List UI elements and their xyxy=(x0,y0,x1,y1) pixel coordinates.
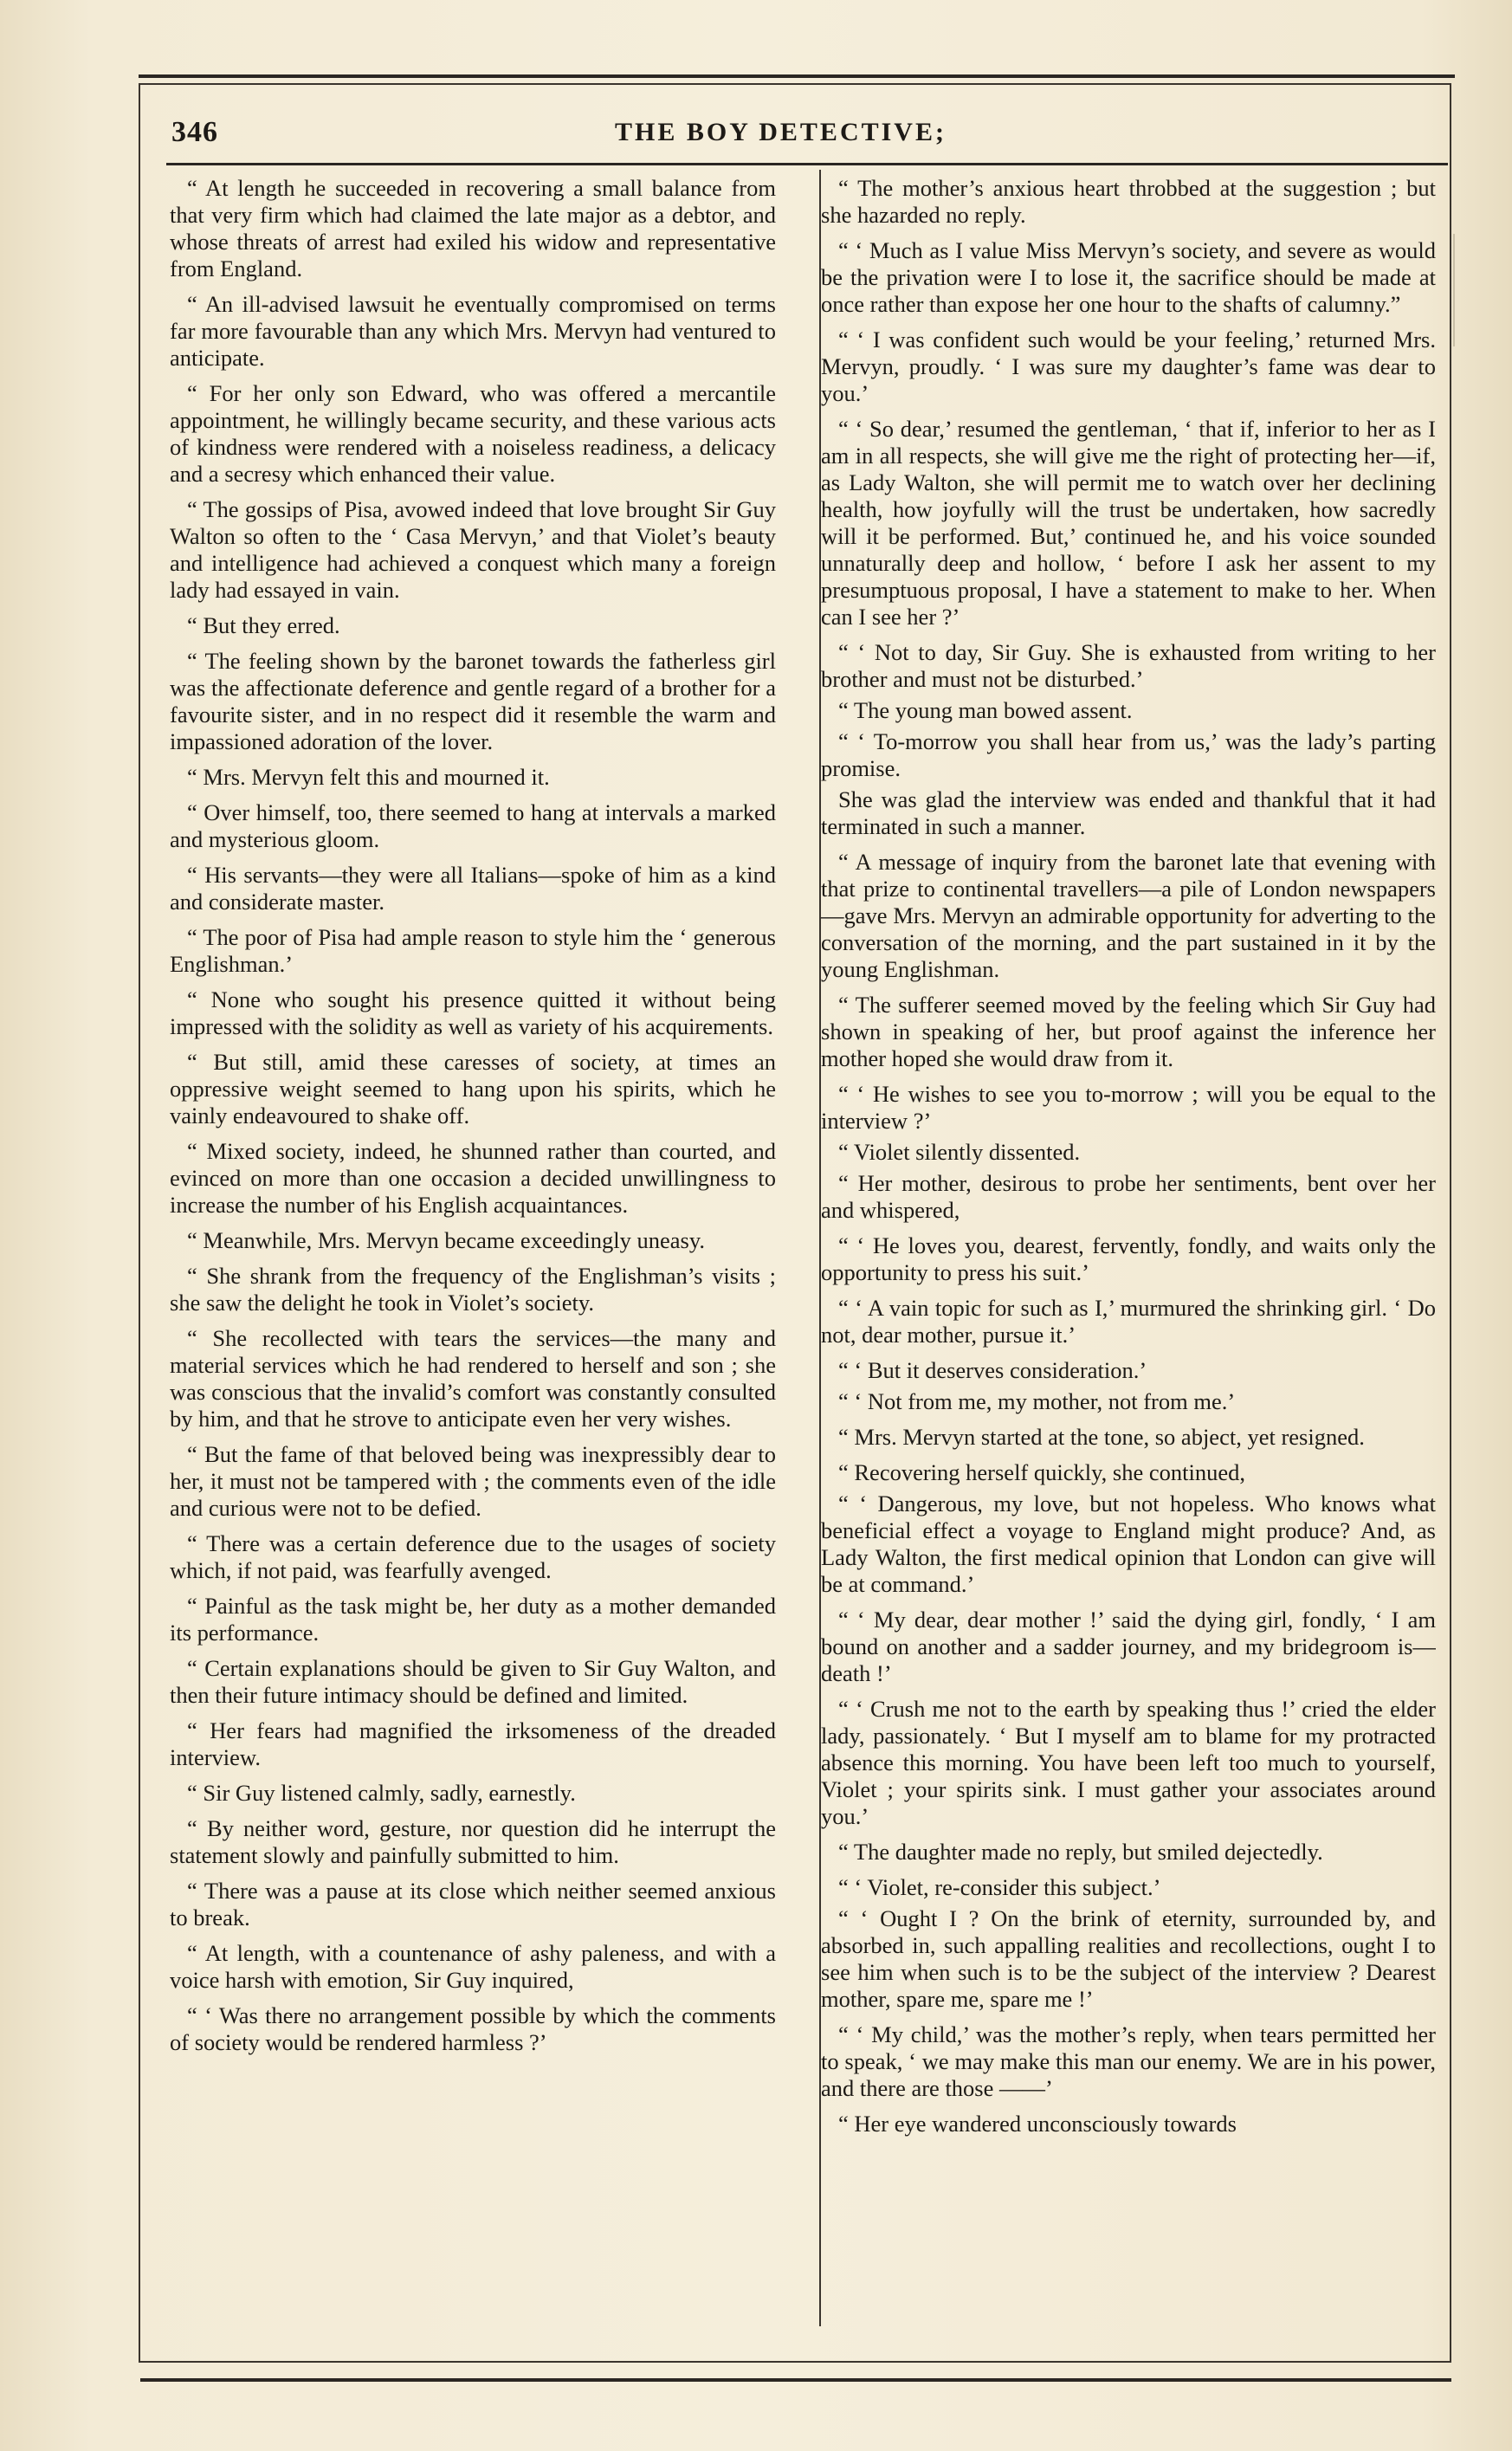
paragraph: “ The gossips of Pisa, avowed indeed that love brought Sir Guy Walton so often to the ‘ Casa Mervyn,’ and that Violet’s beauty and intelligence had achieved a conquest which many a foreign lady had essayed in vain. xyxy=(170,496,776,603)
paragraph: “ ‘ Much as I value Miss Mervyn’s society, and severe as would be the privation were I to lose it, the sacrifice should be made at once rather than expose her one hour to the shafts of calumny.” xyxy=(821,237,1436,317)
paragraph: “ The sufferer seemed moved by the feeling which Sir Guy had shown in speaking of her, but proof against the inference her mother hoped she would draw from it. xyxy=(821,992,1436,1071)
margin-mark xyxy=(1453,234,1455,346)
paragraph: “ ‘ Violet, re-consider this subject.’ xyxy=(838,1874,1161,1900)
paragraph: “ The daughter made no reply, but smiled dejectedly. xyxy=(838,1839,1323,1865)
paragraph: “ His servants—they were all Italians—spoke of him as a kind and considerate master. xyxy=(170,862,776,915)
paragraph: “ For her only son Edward, who was offered a mercantile appointment, he willingly became security, and these various acts of kindness were rendered with a noiseless readiness, a delicacy and a secresy which enhanced their value. xyxy=(170,380,776,487)
paragraph: “ The young man bowed assent. xyxy=(838,697,1133,723)
paragraph: “ Her eye wandered unconsciously towards xyxy=(838,2111,1237,2137)
paragraph: “ The poor of Pisa had ample reason to style him the ‘ generous Englishman.’ xyxy=(170,924,776,977)
paragraph: “ An ill-advised lawsuit he eventually compromised on terms far more favourable than any which Mrs. Mervyn had ventured to anticipate. xyxy=(170,291,776,371)
paragraph: “ But the fame of that beloved being was inexpressibly dear to her, it must not be tampered with ; the comments even of the idle and curious were not to be defied. xyxy=(170,1441,776,1521)
paragraph: “ At length he succeeded in recovering a small balance from that very firm which had claimed the late major as a debtor, and whose threats of arrest had exiled his widow and representative from England. xyxy=(170,175,776,281)
left-column xyxy=(170,175,776,2349)
paragraph: “ ‘ Dangerous, my love, but not hopeless. Who knows what beneficial effect a voyage to England might produce? And, as Lady Walton, the first medical opinion that London can give will be at command.’ xyxy=(821,1491,1436,1597)
paragraph: “ Violet silently dissented. xyxy=(838,1139,1081,1165)
paragraph: “ But still, amid these caresses of society, at times an oppressive weight seemed to hang upon his spirits, which he vainly endeavoured to shake off. xyxy=(170,1049,776,1128)
paragraph: “ ‘ Not from me, my mother, not from me.’ xyxy=(838,1388,1236,1414)
paragraph: “ ‘ My dear, dear mother !’ said the dying girl, fondly, ‘ I am bound on another and a sadder journey, and my bridegroom is—death !’ xyxy=(821,1607,1436,1686)
paragraph: “ But they erred. xyxy=(187,612,340,638)
paragraph: “ By neither word, gesture, nor question did he interrupt the statement slowly and painfully submitted to him. xyxy=(170,1815,776,1868)
paragraph: “ ‘ Not to day, Sir Guy. She is exhausted from writing to her brother and must not be disturbed.’ xyxy=(821,639,1436,692)
paragraph: “ Sir Guy listened calmly, sadly, earnestly. xyxy=(187,1780,576,1806)
paragraph: “ ‘ But it deserves consideration.’ xyxy=(838,1357,1147,1383)
paragraph: “ None who sought his presence quitted it without being impressed with the solidity as well as variety of his acquirements. xyxy=(170,986,776,1039)
paragraph: “ There was a certain deference due to the usages of society which, if not paid, was fearfully avenged. xyxy=(170,1530,776,1583)
paragraph: “ Mrs. Mervyn felt this and mourned it. xyxy=(187,764,550,790)
paragraph: “ At length, with a countenance of ashy paleness, and with a voice harsh with emotion, Sir Guy inquired, xyxy=(170,1940,776,1993)
paragraph: “ A message of inquiry from the baronet late that evening with that prize to continental travellers—a pile of London newspapers—gave Mrs. Mervyn an admirable opportunity for adverting to the conversation of the morning, and the part sustained in it by the young Englishman. xyxy=(821,849,1436,982)
paragraph: “ Painful as the task might be, her duty as a mother demanded its performance. xyxy=(170,1593,776,1646)
paragraph: “ The mother’s anxious heart throbbed at the suggestion ; but she hazarded no reply. xyxy=(821,175,1436,228)
paragraph: “ Meanwhile, Mrs. Mervyn became exceedingly uneasy. xyxy=(187,1227,705,1253)
paragraph: “ ‘ My child,’ was the mother’s reply, when tears permitted her to speak, ‘ we may make this man our enemy. We are in his power, and there are those ——’ xyxy=(821,2021,1436,2101)
paragraph: “ Her mother, desirous to probe her sentiments, bent over her and whispered, xyxy=(821,1170,1436,1223)
paragraph: “ ‘ A vain topic for such as I,’ murmured the shrinking girl. ‘ Do not, dear mother, pursue it.’ xyxy=(821,1295,1436,1348)
page-number: 346 xyxy=(171,116,218,148)
paragraph: “ There was a pause at its close which neither seemed anxious to break. xyxy=(170,1878,776,1930)
running-title: THE BOY DETECTIVE; xyxy=(615,118,947,146)
paragraph: “ ‘ Crush me not to the earth by speaking thus !’ cried the elder lady, passionately. ‘ But I myself am to blame for my protracted absence this morning. You have been left too much to yourself, Violet ; your spirits sink. I must gather your associates around you.’ xyxy=(821,1696,1436,1829)
paragraph: “ ‘ Was there no arrangement possible by which the comments of society would be rendered harmless ?’ xyxy=(170,2002,776,2055)
paragraph: “ Over himself, too, there seemed to hang at intervals a marked and mysterious gloom. xyxy=(170,799,776,852)
paragraph: “ ‘ He wishes to see you to-morrow ; will you be equal to the interview ?’ xyxy=(821,1081,1436,1134)
bottom-rule xyxy=(140,2378,1451,2382)
paragraph: “ Recovering herself quickly, she continued, xyxy=(838,1459,1245,1485)
top-rule xyxy=(139,74,1455,78)
paragraph: She was glad the interview was ended and thankful that it had terminated in such a manner. xyxy=(821,786,1436,839)
paragraph: “ Mrs. Mervyn started at the tone, so abject, yet resigned. xyxy=(838,1424,1365,1450)
paragraph: “ She shrank from the frequency of the Englishman’s visits ; she saw the delight he took in Violet’s society. xyxy=(170,1263,776,1316)
paragraph: “ ‘ I was confident such would be your feeling,’ returned Mrs. Mervyn, proudly. ‘ I was sure my daughter’s fame was dear to you.’ xyxy=(821,327,1436,406)
right-column xyxy=(821,175,1436,2349)
paragraph: “ ‘ So dear,’ resumed the gentleman, ‘ that if, inferior to her as I am in all respects, she will give me the right of protecting her—if, as Lady Walton, she will permit me to watch over her declining health, how joyfully will the trust be undertaken, how sacredly will it be performed. But,’ continued he, and his voice sounded unnaturally deep and hollow, ‘ before I ask her assent to my presumptuous proposal, I have a statement to make to her. When can I see her ?’ xyxy=(821,416,1436,630)
paragraph: “ Her fears had magnified the irksomeness of the dreaded interview. xyxy=(170,1717,776,1770)
paragraph: “ Mixed society, indeed, he shunned rather than courted, and evinced on more than one occasion a decided unwillingness to increase the number of his English acquaintances. xyxy=(170,1138,776,1218)
page-header xyxy=(171,116,1444,158)
paragraph: “ The feeling shown by the baronet towards the fatherless girl was the affectionate deference and gentle regard of a brother for a favourite sister, and in no respect did it resemble the warm and impassioned adoration of the lover. xyxy=(170,648,776,754)
paragraph: “ ‘ Ought I ? On the brink of eternity, surrounded by, and absorbed in, such appalling realities and recollections, ought I to see him when such is to be the subject of the interview ? Dearest mother, spare me, spare me !’ xyxy=(821,1905,1436,2012)
header-rule xyxy=(166,163,1448,165)
paragraph: “ ‘ To-morrow you shall hear from us,’ was the lady’s parting promise. xyxy=(821,728,1436,781)
paragraph: “ She recollected with tears the services—the many and material services which he had rendered to herself and son ; she was conscious that the invalid’s comfort was constantly consulted by him, and that he strove to anticipate even her very wishes. xyxy=(170,1325,776,1432)
paragraph: “ ‘ He loves you, dearest, fervently, fondly, and waits only the opportunity to press his suit.’ xyxy=(821,1232,1436,1285)
paragraph: “ Certain explanations should be given to Sir Guy Walton, and then their future intimacy should be defined and limited. xyxy=(170,1655,776,1708)
